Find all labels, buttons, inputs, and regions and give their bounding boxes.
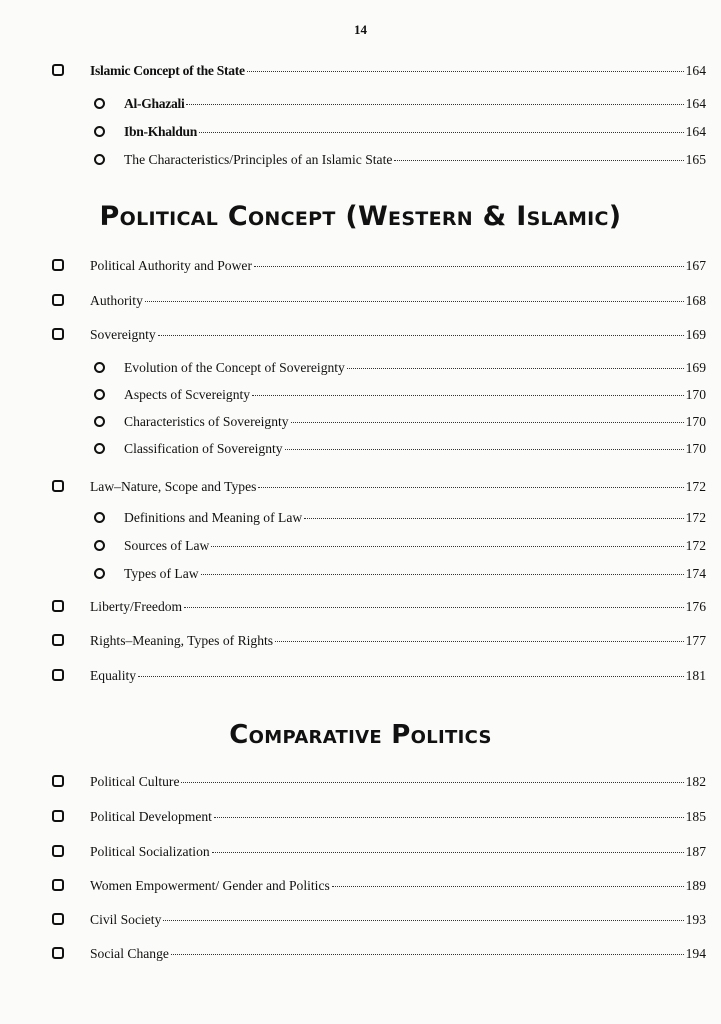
dot-leader (258, 483, 683, 488)
toc-entry (52, 912, 706, 932)
circle-bullet-icon (94, 154, 105, 165)
toc-entry-title: Islamic Concept of the State (90, 63, 245, 78)
toc-entry (94, 538, 706, 558)
dot-leader (201, 570, 684, 575)
dot-leader (186, 100, 683, 105)
checkbox-square-icon (52, 669, 64, 681)
toc-entry-title: Law–Nature, Scope and Types (90, 479, 257, 494)
dot-leader (254, 262, 684, 267)
toc-entry-title: Aspects of Scvereignty (124, 387, 251, 402)
toc-entry-title: Al-Ghazali (124, 96, 185, 111)
toc-entry-page: 165 (685, 152, 706, 167)
toc-entry-page: 168 (685, 293, 706, 308)
checkbox-square-icon (52, 64, 64, 76)
dot-leader (158, 331, 684, 336)
dot-leader (247, 67, 684, 72)
dot-leader (252, 391, 684, 396)
toc-entry-page: 182 (685, 774, 706, 789)
checkbox-square-icon (52, 947, 64, 959)
toc-entry-page: 185 (685, 809, 706, 824)
toc-entry-title: Definitions and Meaning of Law (124, 510, 303, 525)
toc-entry (52, 878, 706, 898)
dot-leader (212, 848, 684, 853)
checkbox-square-icon (52, 775, 64, 787)
toc-entry-title: Sovereignty (90, 327, 156, 342)
toc-entry-page: 174 (685, 566, 706, 581)
dot-leader (163, 916, 683, 921)
toc-entry (52, 258, 706, 278)
toc-entry (52, 844, 706, 864)
toc-entry-page: 181 (685, 668, 706, 683)
toc-entry-page: 187 (685, 844, 706, 859)
dot-leader (181, 778, 683, 783)
checkbox-square-icon (52, 600, 64, 612)
toc-entry-title: Authority (90, 293, 143, 308)
circle-bullet-icon (94, 126, 105, 137)
circle-bullet-icon (94, 443, 105, 454)
toc-entry-title: The Characteristics/Principles of an Islamic State (124, 152, 393, 167)
circle-bullet-icon (94, 389, 105, 400)
toc-entry-title: Classification of Sovereignty (124, 441, 283, 456)
toc-entry-title: Civil Society (90, 912, 162, 927)
toc-entry-title: Social Change (90, 946, 169, 961)
dot-leader (199, 128, 684, 133)
section-heading-comparative-politics: Comparative Politics (229, 720, 492, 750)
toc-entry-page: 167 (685, 258, 706, 273)
toc-entry (94, 387, 706, 407)
checkbox-square-icon (52, 845, 64, 857)
dot-leader (347, 364, 684, 369)
dot-leader (211, 542, 683, 547)
toc-entry-title: Liberty/Freedom (90, 599, 183, 614)
toc-entry-page: 169 (685, 327, 706, 342)
toc-entry (52, 293, 706, 313)
checkbox-square-icon (52, 879, 64, 891)
toc-entry-title: Political Socialization (90, 844, 210, 859)
page-number: 14 (354, 22, 367, 37)
toc-entry (94, 414, 706, 434)
toc-entry-page: 170 (685, 441, 706, 456)
circle-bullet-icon (94, 512, 105, 523)
toc-entry (52, 479, 706, 499)
dot-leader (145, 297, 684, 302)
checkbox-square-icon (52, 259, 64, 271)
toc-entry-page: 193 (685, 912, 706, 927)
checkbox-square-icon (52, 634, 64, 646)
section-heading-political-concept: Political Concept (Western & Islamic) (99, 201, 622, 232)
toc-entry-title: Political Culture (90, 774, 180, 789)
checkbox-square-icon (52, 810, 64, 822)
toc-entry (94, 441, 706, 461)
toc-entry-page: 189 (685, 878, 706, 893)
toc-entry-page: 177 (685, 633, 706, 648)
toc-entry-page: 169 (685, 360, 706, 375)
toc-entry-title: Types of Law (124, 566, 199, 581)
toc-entry-page: 164 (685, 63, 706, 78)
toc-entry (52, 809, 706, 829)
dot-leader (275, 637, 684, 642)
dot-leader (184, 603, 683, 608)
toc-entry-title: Women Empowerment/ Gender and Politics (90, 878, 330, 893)
checkbox-square-icon (52, 480, 64, 492)
toc-entry-page: 164 (685, 96, 706, 111)
toc-entry-page: 170 (685, 414, 706, 429)
dot-leader (171, 950, 684, 955)
toc-entry-page: 170 (685, 387, 706, 402)
toc-entry-title: Political Development (90, 809, 212, 824)
toc-entry-page: 172 (685, 538, 706, 553)
toc-entry-page: 172 (685, 510, 706, 525)
checkbox-square-icon (52, 328, 64, 340)
dot-leader (394, 156, 683, 161)
dot-leader (304, 514, 683, 519)
toc-entry (94, 152, 706, 172)
dot-leader (332, 882, 684, 887)
toc-entry (52, 599, 706, 619)
toc-entry (94, 566, 706, 586)
toc-entry-title: Ibn-Khaldun (124, 124, 198, 139)
toc-entry-page: 194 (685, 946, 706, 961)
circle-bullet-icon (94, 540, 105, 551)
toc-entry-page: 164 (685, 124, 706, 139)
toc-entry-title: Characteristics of Sovereignty (124, 414, 289, 429)
dot-leader (214, 813, 684, 818)
checkbox-square-icon (52, 294, 64, 306)
dot-leader (291, 418, 684, 423)
toc-entry-title: Rights–Meaning, Types of Rights (90, 633, 274, 648)
circle-bullet-icon (94, 98, 105, 109)
toc-entry (52, 633, 706, 653)
toc-entry-title: Evolution of the Concept of Sovereignty (124, 360, 345, 375)
circle-bullet-icon (94, 416, 105, 427)
toc-entry (94, 360, 706, 380)
toc-entry (52, 327, 706, 347)
toc-entry-page: 176 (685, 599, 706, 614)
circle-bullet-icon (94, 362, 105, 373)
toc-entry-page: 172 (685, 479, 706, 494)
toc-entry (52, 774, 706, 794)
toc-entry (52, 63, 706, 83)
toc-entry (94, 124, 706, 144)
dot-leader (138, 672, 684, 677)
circle-bullet-icon (94, 568, 105, 579)
toc-entry (94, 96, 706, 116)
toc-entry-title: Equality (90, 668, 137, 683)
toc-entry-title: Political Authority and Power (90, 258, 252, 273)
toc-entry (94, 510, 706, 530)
checkbox-square-icon (52, 913, 64, 925)
toc-entry-title: Sources of Law (124, 538, 210, 553)
toc-entry (52, 946, 706, 966)
toc-entry (52, 668, 706, 688)
dot-leader (285, 445, 684, 450)
